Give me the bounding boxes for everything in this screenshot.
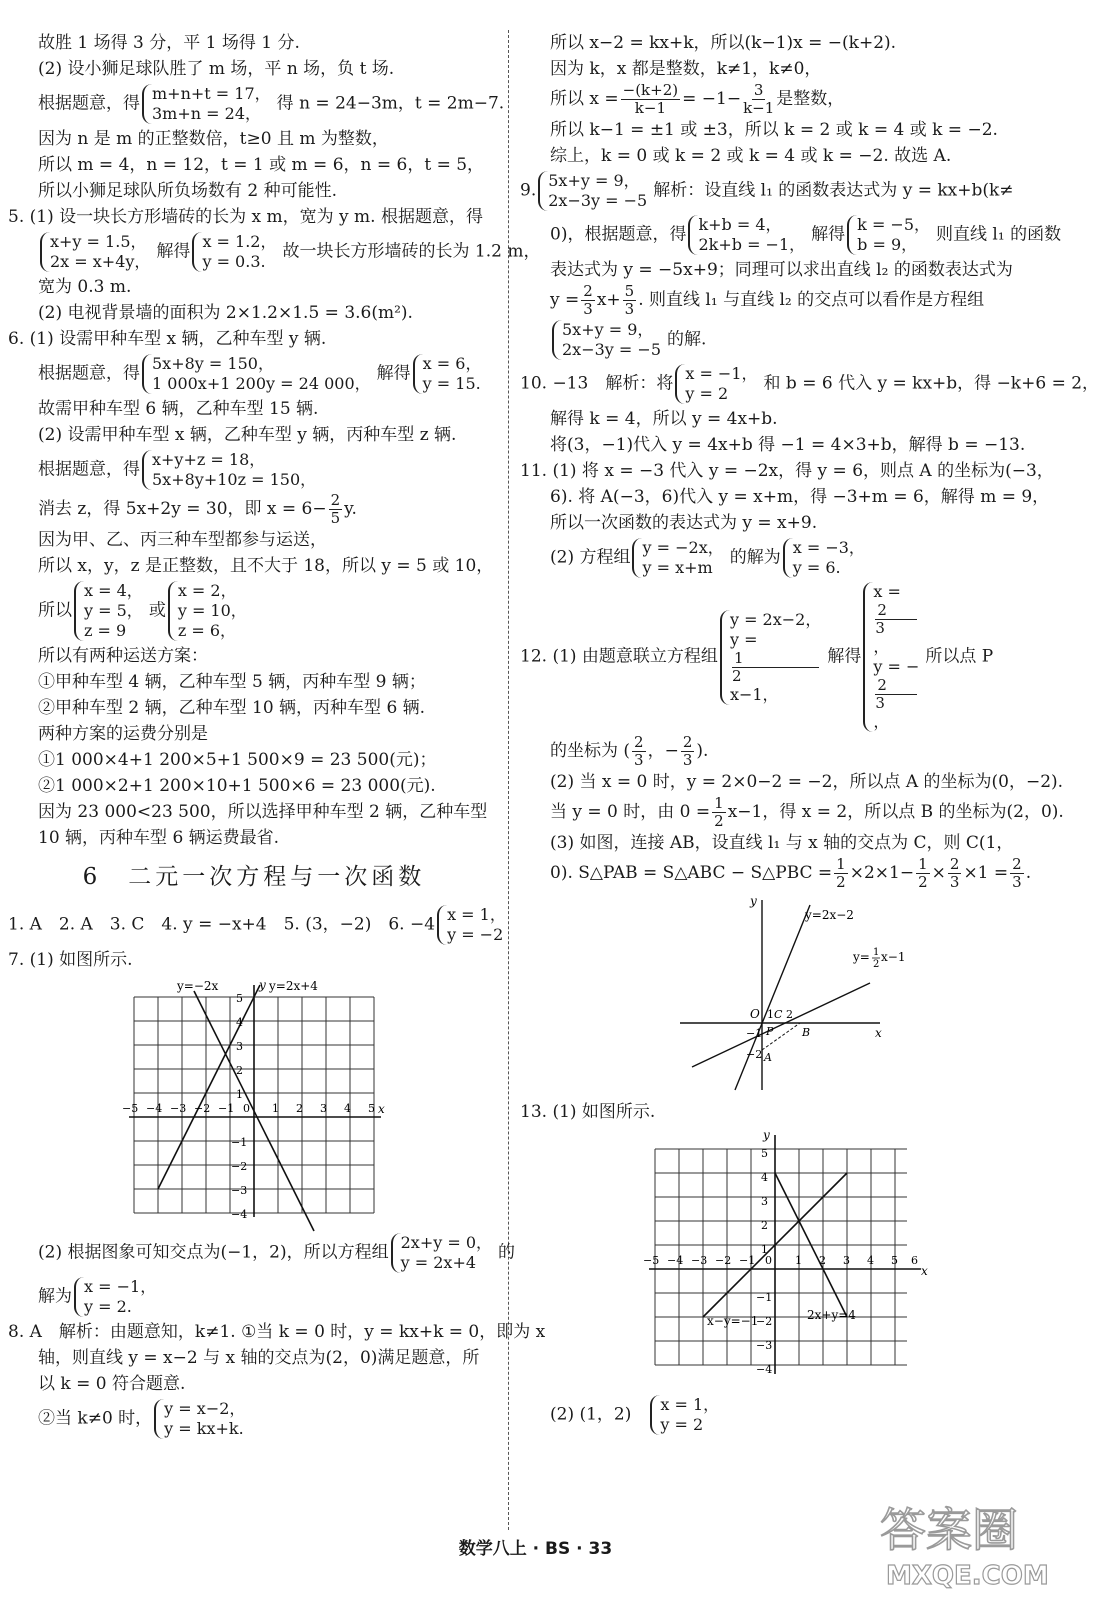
- svg-text:2: 2: [236, 1064, 243, 1077]
- svg-text:3: 3: [761, 1195, 768, 1208]
- text-line: (2) 根据图象可知交点为(−1，2)，所以方程组 2x+y = 0， y = 2x+4 的: [38, 1233, 516, 1272]
- svg-text:−1: −1: [756, 1291, 773, 1304]
- svg-text:3: 3: [236, 1040, 243, 1053]
- equation-system: 5x+8y = 150， 1 000x+1 200y = 24 000，: [142, 354, 375, 394]
- text-line: ②1 000×2+1 200×10+1 500×6 = 23 000(元).: [38, 776, 436, 796]
- text-line: 故需甲种车型 6 辆，乙种车型 15 辆.: [38, 399, 319, 419]
- solution-system: x = 6， y = 15.: [413, 354, 486, 394]
- text-line: 将(3，−1)代入 y = 4x+b 得 −1 = 4×3+b，解得 b = −13.: [550, 435, 1026, 455]
- svg-text:−2: −2: [746, 1048, 763, 1061]
- text-line: 表达式为 y = −5x+9；同理可以求出直线 l₂ 的函数表达式为: [550, 260, 1013, 280]
- svg-text:−3: −3: [170, 1102, 187, 1115]
- equation-system: x+y = 1.5， 2x = x+4y，: [40, 232, 154, 272]
- solution-system: x = 1.2， y = 0.3.: [192, 232, 280, 272]
- equation-system: y = 2x−2， y = 1 2 x−1，: [720, 610, 825, 705]
- graph-q12: [670, 894, 906, 1095]
- svg-text:5: 5: [761, 1147, 768, 1160]
- svg-text:5: 5: [891, 1254, 898, 1267]
- svg-text:4: 4: [867, 1254, 874, 1267]
- watermark-logo: [870, 1488, 1065, 1596]
- svg-text:−4: −4: [667, 1254, 684, 1267]
- svg-text:−2: −2: [715, 1254, 732, 1267]
- question-13: 13. (1) 如图所示.: [520, 1102, 656, 1122]
- solution-system: x = 2， y = 10， z = 6，: [168, 581, 251, 641]
- text-line: 所以 x = 4， y = 5， z = 9 或 x = 2， y = 10， z = 6，: [8, 579, 500, 643]
- svg-text:2: 2: [819, 1254, 826, 1267]
- svg-text:y: y: [259, 978, 266, 992]
- text-line: 5x+y = 9， 2x−3y = −5 的解.: [520, 318, 1050, 362]
- text-line: 两种方案的运费分别是: [38, 724, 208, 744]
- line-label: 2x+y=4: [807, 1308, 856, 1322]
- text-line: 因为甲、乙、丙三种车型都参与运送，: [38, 530, 327, 550]
- text-line: 消去 z，得 5x+2y = 30，即 x = 6− $\frac{2}{5}$ y.: [38, 491, 357, 527]
- graph-q13: [635, 1129, 935, 1389]
- text-line: 轴，则直线 y = x−2 与 x 轴的交点为(2，0)满足题意，所: [38, 1348, 480, 1368]
- solution-system: x = 1， y = 2: [650, 1395, 723, 1435]
- solution-system: x = 4， y = 5， z = 9: [74, 581, 147, 641]
- equation-system: m+n+t = 17， 3m+n = 24，: [142, 84, 275, 124]
- fraction: $\frac{5}{3}$: [624, 282, 635, 318]
- text-line: 因为 n 是 m 的正整数倍，t≥0 且 m 为整数，: [38, 129, 389, 149]
- line-label: x−y=−1: [707, 1314, 759, 1328]
- text-line: ①1 000×4+1 200×5+1 500×9 = 23 500(元)；: [38, 750, 437, 770]
- svg-text:0: 0: [765, 1254, 772, 1267]
- svg-text:x: x: [875, 1026, 882, 1040]
- equation-system: 5x+y = 9， 2x−3y = −5: [552, 320, 665, 360]
- svg-text:x: x: [921, 1264, 928, 1278]
- text-line: (2) 方程组 y = −2x， y = x+m 的解为 x = −3， y = 6.: [520, 536, 1050, 580]
- text-line: y = $\frac{2}{3}$ x+ $\frac{5}{3}$ . 则直线 l₁ 与直线 l₂ 的交点可以看作是方程组: [550, 282, 985, 318]
- text-line: 解为 x = −1， y = 2.: [8, 1275, 500, 1319]
- graph-q7: [119, 977, 389, 1227]
- section-title: 6 二元一次方程与一次函数: [82, 864, 426, 890]
- svg-text:4: 4: [761, 1171, 768, 1184]
- fraction: $\frac{2}{5}$: [330, 491, 341, 527]
- text-line: (2) 电视背景墙的面积为 2×1.2×1.5 = 3.6(m²).: [38, 303, 413, 323]
- question-9: 9. 5x+y = 9， 2x−3y = −5 解析：设直线 l₁ 的函数表达式为 y = kx+b(k≠: [520, 171, 1014, 210]
- svg-text:−2: −2: [756, 1315, 773, 1328]
- svg-text:2: 2: [873, 959, 880, 970]
- text-line: 所以 k−1 = ±1 或 ±3，所以 k = 2 或 k = 4 或 k = −2.: [550, 120, 998, 140]
- svg-text:O: O: [750, 1007, 760, 1021]
- svg-text:1: 1: [767, 1008, 774, 1021]
- svg-text:−3: −3: [691, 1254, 708, 1267]
- answers-line: 1. A 2. A 3. C 4. y = −x+4 5. (3，−2) 6. −4 x = 1， y = −2: [8, 903, 500, 947]
- svg-text:−1: −1: [746, 1027, 763, 1040]
- fraction: $\frac{3}{k-1}$: [743, 81, 775, 117]
- svg-text:−2: −2: [231, 1160, 248, 1173]
- svg-text:−1: −1: [231, 1136, 248, 1149]
- svg-text:1: 1: [873, 947, 880, 958]
- svg-text:−4: −4: [231, 1208, 248, 1221]
- equation-system: y = x−2， y = kx+k.: [154, 1399, 249, 1439]
- svg-text:2: 2: [761, 1219, 768, 1232]
- text-line: 0)，根据题意，得 k+b = 4， 2k+b = −1， 解得 k = −5， b = 9， 则直线 l₁ 的函数: [550, 215, 1062, 254]
- text-line: 所以 x−2 = kx+k，所以(k−1)x = −(k+2).: [550, 33, 897, 53]
- svg-text:5: 5: [236, 992, 243, 1005]
- text-line: x+y = 1.5， 2x = x+4y， 解得 x = 1.2， y = 0.3. 故一块长方形墙砖的长为 1.2 m，: [8, 230, 500, 274]
- svg-text:A: A: [764, 1051, 772, 1064]
- text-line: 根据题意，得 m+n+t = 17， 3m+n = 24， 得 n = 24−3m，t = 2m−7.: [38, 84, 505, 123]
- svg-text:4: 4: [236, 1016, 243, 1029]
- equation-system: x+y+z = 18， 5x+8y+10z = 150，: [142, 450, 320, 490]
- equation-system: k+b = 4， 2k+b = −1，: [688, 215, 809, 255]
- text-line: ②当 k≠0 时， y = x−2， y = kx+k.: [8, 1397, 500, 1441]
- question-12: 12. (1) 由题意联立方程组 y = 2x−2， y = 1 2 x−1， 解得 x = 2 3 ， y = − 2 3 ， 所以点 P: [520, 582, 994, 731]
- svg-text:4: 4: [344, 1102, 351, 1115]
- question-6: 6. (1) 设需甲种车型 x 辆，乙种车型 y 辆.: [8, 329, 327, 349]
- svg-text:0: 0: [243, 1102, 250, 1115]
- question-11: 11. (1) 将 x = −3 代入 y = −2x，得 y = 6，则点 A 的坐标为(−3，: [520, 461, 1054, 481]
- solution-system: k = −5， b = 9，: [847, 215, 934, 255]
- svg-text:3: 3: [320, 1102, 327, 1115]
- text-line: 6). 将 A(−3，6)代入 y = x+m，得 −3+m = 6，解得 m = 9，: [550, 487, 1050, 507]
- svg-text:−4: −4: [756, 1363, 773, 1376]
- question-7: 7. (1) 如图所示.: [8, 950, 133, 970]
- svg-text:C: C: [774, 1008, 783, 1021]
- right-column: [520, 30, 1099, 1437]
- question-8: 8. A 解析：由题意知，k≠1. ①当 k = 0 时，y = kx+k = 0，即为 x: [8, 1322, 546, 1342]
- text-line: 所以 x = $\frac{-(k+2)}{k-1}$ = −1− $\frac{3}{k-1}$ 是整数，: [550, 81, 845, 117]
- question-5: 5. (1) 设一块长方形墙砖的长为 x m，宽为 y m. 根据题意，得: [8, 207, 483, 227]
- svg-text:x−1: x−1: [881, 950, 906, 964]
- text-line: 所以小狮足球队所负场数有 2 种可能性.: [38, 181, 338, 201]
- svg-text:1: 1: [761, 1243, 768, 1256]
- text-line: 故胜 1 场得 3 分，平 1 场得 1 分.: [38, 33, 300, 53]
- text-line: 10 辆，丙种车型 6 辆运费最省.: [38, 828, 280, 848]
- text-line: (3) 如图，连接 AB，设直线 l₁ 与 x 轴的交点为 C，则 C(1，: [550, 833, 1014, 853]
- left-column: [8, 30, 546, 1441]
- text-line: (2) (1，2) x = 1， y = 2: [520, 1393, 1050, 1437]
- text-line: 综上，k = 0 或 k = 2 或 k = 4 或 k = −2. 故选 A.: [550, 146, 952, 166]
- solution-system: x = −3， y = 6.: [783, 538, 869, 578]
- svg-text:1: 1: [236, 1088, 243, 1101]
- equation-system: 2x+y = 0， y = 2x+4: [391, 1233, 496, 1273]
- svg-text:−4: −4: [146, 1102, 163, 1115]
- text-line: 0). S△PAB = S△ABC − S△PBC = $\frac{1}{2}$ ×2×1− $\frac{1}{2}$ × $\frac{2}{3}$ ×1 = $\frac{2}{3}$ .: [550, 855, 1032, 891]
- line-label: y=: [853, 950, 870, 964]
- text-line: ①甲种车型 4 辆，乙种车型 5 辆，丙种车型 9 辆；: [38, 672, 426, 692]
- fraction: $\frac{2}{3}$: [583, 282, 593, 318]
- text-line: 宽为 0.3 m.: [38, 277, 132, 297]
- question-10: 10. −13 解析：将 x = −1， y = 2 和 b = 6 代入 y = kx+b，得 −k+6 = 2，: [520, 364, 1099, 403]
- svg-text:MXQE.COM: MXQE.COM: [886, 1561, 1049, 1591]
- text-line: 所以 x，y，z 是正整数，且不大于 18，所以 y = 5 或 10，: [38, 556, 494, 576]
- svg-text:5: 5: [368, 1102, 375, 1115]
- svg-text:6: 6: [911, 1254, 918, 1267]
- text-line: 根据题意，得 x+y+z = 18， 5x+8y+10z = 150，: [8, 448, 500, 492]
- solution-system: x = 2 3 ， y = − 2 3 ，: [863, 582, 923, 732]
- svg-text:2: 2: [786, 1008, 793, 1021]
- line-label: y=2x−2: [805, 908, 854, 922]
- line-label: y=2x+4: [269, 979, 318, 993]
- svg-text:−3: −3: [231, 1184, 248, 1197]
- solution-system: x = 1， y = −2: [437, 905, 510, 945]
- text-line: (2) 设小狮足球队胜了 m 场，平 n 场，负 t 场.: [38, 59, 395, 79]
- text-line: 以 k = 0 符合题意.: [38, 1374, 186, 1394]
- text-line: 因为 k，x 都是整数，k≠1，k≠0，: [550, 59, 822, 79]
- svg-text:3: 3: [843, 1254, 850, 1267]
- text-line: 当 y = 0 时，由 0 = $\frac{1}{2}$ x−1，得 x = 2，所以点 B 的坐标为(2，0).: [550, 794, 1064, 830]
- svg-text:x: x: [378, 1102, 385, 1116]
- text-line: ②甲种车型 2 辆，乙种车型 10 辆，丙种车型 6 辆.: [38, 698, 426, 718]
- svg-text:B: B: [802, 1026, 811, 1039]
- solution-system: x = −1， y = 2.: [74, 1277, 160, 1317]
- text-line: (2) 当 x = 0 时，y = 2×0−2 = −2，所以点 A 的坐标为(0，−2).: [550, 772, 1064, 792]
- svg-text:2: 2: [296, 1102, 303, 1115]
- text-line: 根据题意，得 5x+8y = 150， 1 000x+1 200y = 24 000， 解得 x = 6， y = 15.: [8, 352, 500, 396]
- text-line: 的坐标为 ( $\frac{2}{3}$ ，− $\frac{2}{3}$ ).: [550, 733, 709, 769]
- svg-text:P: P: [766, 1025, 774, 1038]
- solution-system: x = −1， y = 2: [675, 364, 761, 404]
- svg-text:y: y: [763, 1128, 770, 1142]
- svg-text:−5: −5: [122, 1102, 139, 1115]
- text-line: 解得 k = 4，所以 y = 4x+b.: [550, 409, 778, 429]
- svg-text:1: 1: [272, 1102, 279, 1115]
- equation-system: 5x+y = 9， 2x−3y = −5: [538, 171, 651, 211]
- svg-text:−3: −3: [756, 1339, 773, 1352]
- text-line: 因为 23 000<23 500，所以选择甲种车型 2 辆，乙种车型: [38, 802, 488, 822]
- text-line: 所以 m = 4，n = 12，t = 1 或 m = 6，n = 6，t = 5，: [38, 155, 485, 175]
- svg-text:y: y: [750, 894, 757, 908]
- svg-text:1: 1: [795, 1254, 802, 1267]
- text-line: 所以一次函数的表达式为 y = x+9.: [550, 513, 818, 533]
- svg-text:−1: −1: [218, 1102, 235, 1115]
- page-footer: 数学八上 · BS · 33: [458, 1539, 613, 1559]
- equation-system: y = −2x， y = x+m: [632, 538, 727, 578]
- text-line: 所以有两种运送方案：: [38, 646, 208, 666]
- text-line: (2) 设需甲种车型 x 辆，乙种车型 y 辆，丙种车型 z 辆.: [38, 425, 457, 445]
- svg-text:答案圈: 答案圈: [880, 1503, 1018, 1557]
- svg-text:−5: −5: [643, 1254, 660, 1267]
- svg-text:−1: −1: [739, 1254, 756, 1267]
- fraction: $\frac{-(k+2)}{k-1}$: [622, 81, 679, 117]
- line-label: y=−2x: [177, 979, 219, 993]
- svg-text:−2: −2: [194, 1102, 211, 1115]
